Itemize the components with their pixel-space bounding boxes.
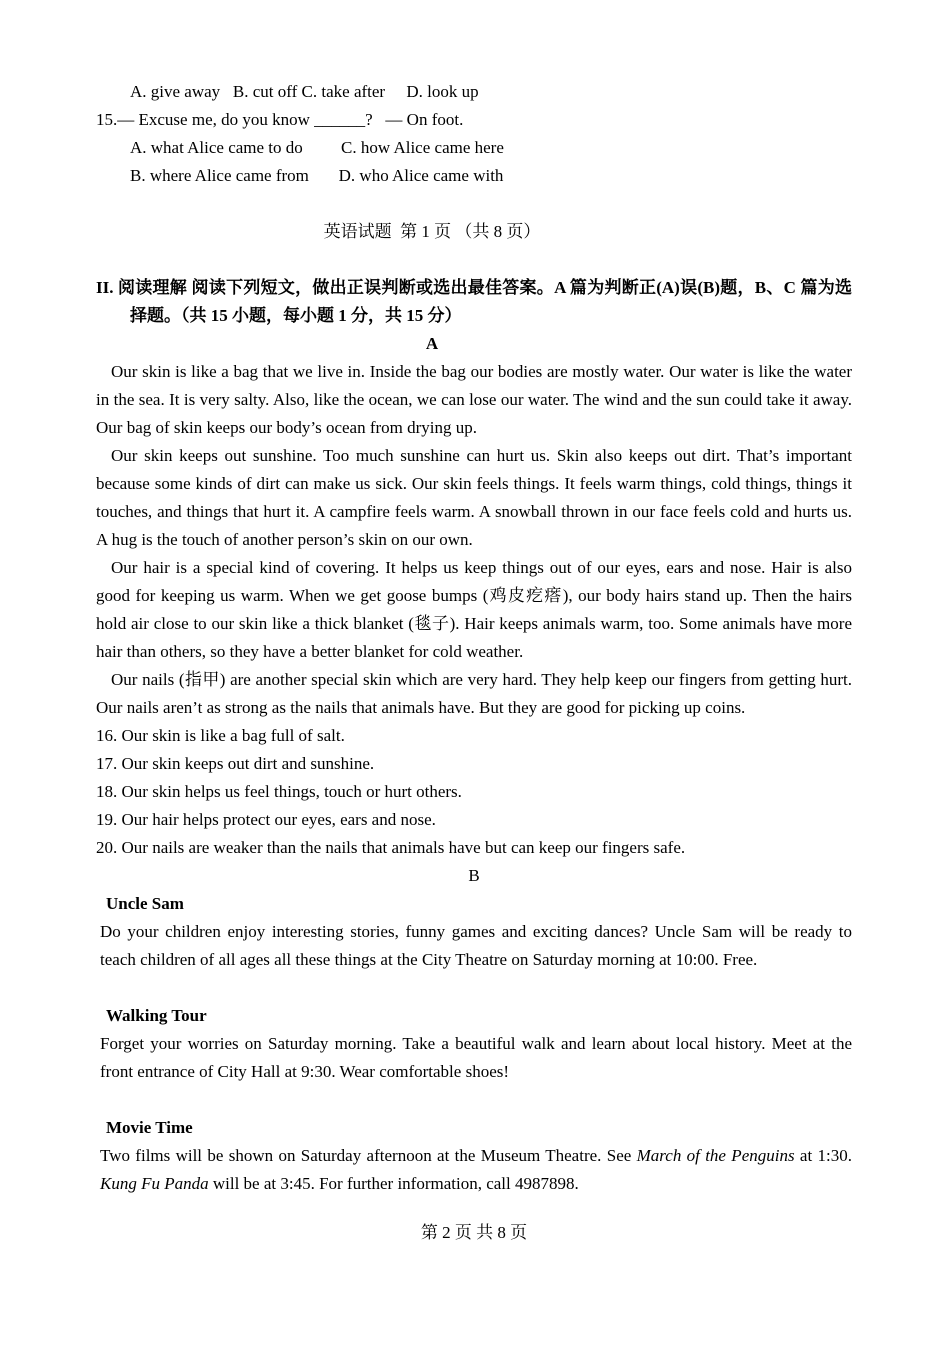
passage-a-paragraph-1: Our skin is like a bag that we live in. Inside the bag our bodies are mostly water. Our water is like the water in the sea. It is very salty. Also, like the ocean, we can lose our water. The wind and the sun could take it away. Our bag of skin keeps our body’s ocean from drying up. — [96, 362, 852, 437]
ad-movie-time — [100, 1114, 852, 1198]
ad-movie-time-title: Movie Time — [106, 1118, 193, 1137]
question-16: 16. Our skin is like a bag full of salt. — [96, 726, 345, 745]
question-17: 17. Our skin keeps out dirt and sunshine. — [96, 754, 375, 773]
question-15-options-row-1: A. what Alice came to do C. how Alice came here — [130, 138, 504, 157]
question-19: 19. Our hair helps protect our eyes, ears and nose. — [96, 810, 436, 829]
passage-a-paragraph-4: Our nails (指甲) are another special skin which are very hard. They help keep our fingers from getting hurt. Our nails aren’t as strong as the nails that animals have. But they are good for picking up coins. — [96, 670, 852, 717]
question-14-options: A. give away B. cut off C. take after D. look up — [130, 82, 479, 101]
question-15-options-row-2: B. where Alice came from D. who Alice came with — [130, 166, 504, 185]
question-18: 18. Our skin helps us feel things, touch or hurt others. — [96, 782, 462, 801]
passage-b-label: B — [468, 866, 480, 885]
ad-uncle-sam — [100, 890, 852, 974]
page-1-footer: 英语试题 第 1 页 （共 8 页） — [323, 222, 541, 241]
question-15-stem: 15.— Excuse me, do you know ______? — On foot. — [96, 110, 464, 129]
ad-walking-tour-body: Forget your worries on Saturday morning. Take a beautiful walk and learn about local history. Meet at the front entrance of City Hall at 9:30. Wear comfortable shoes! — [100, 1034, 852, 1081]
passage-a-label: A — [425, 334, 439, 353]
passage-a-paragraph-3: Our hair is a special kind of covering. It helps us keep things out of our eyes, ears and nose. Hair is also good for keeping us warm. When we get goose bumps (鸡皮疙瘩), our body hairs stand up. Then the hairs hold air close to our skin like a thick blanket (毯子). Hair keeps animals warm, too. Some animals have more hair than others, so they have a better blanket for cold weather. — [96, 558, 852, 661]
ad-movie-time-body: Two films will be shown on Saturday afternoon at the Museum Theatre. See March of the Penguins at 1:30. Kung Fu Panda will be at 3:45. For further information, call 4987898. — [100, 1146, 852, 1193]
section-2-instructions: II. 阅读理解 阅读下列短文，做出正误判断或选出最佳答案。A 篇为判断正(A)误(B)题，B、C 篇为选择题。（共 15 小题，每小题 1 分，共 15 分） — [96, 278, 852, 325]
question-20: 20. Our nails are weaker than the nails that animals have but can keep our fingers safe. — [96, 838, 686, 857]
ad-uncle-sam-title: Uncle Sam — [106, 894, 184, 913]
passage-a-paragraph-2: Our skin keeps out sunshine. Too much sunshine can hurt us. Skin also keeps out dirt. That’s important because some kinds of dirt can make us sick. Our skin feels things. It feels warm things, cold things, things it touches, and things that hurt it. A campfire feels warm. A snowball thrown in our face feels cold and hurts us. A hug is the touch of another person’s skin on our own. — [96, 446, 852, 549]
ad-walking-tour-title: Walking Tour — [106, 1006, 207, 1025]
ad-walking-tour — [100, 1002, 852, 1086]
ad-uncle-sam-body: Do your children enjoy interesting stories, funny games and exciting dances? Uncle Sam will be ready to teach children of all ages all these things at the City Theatre on Saturday morning at 10:00. Free. — [100, 922, 852, 969]
page-2-footer: 第 2 页 共 8 页 — [420, 1223, 528, 1242]
